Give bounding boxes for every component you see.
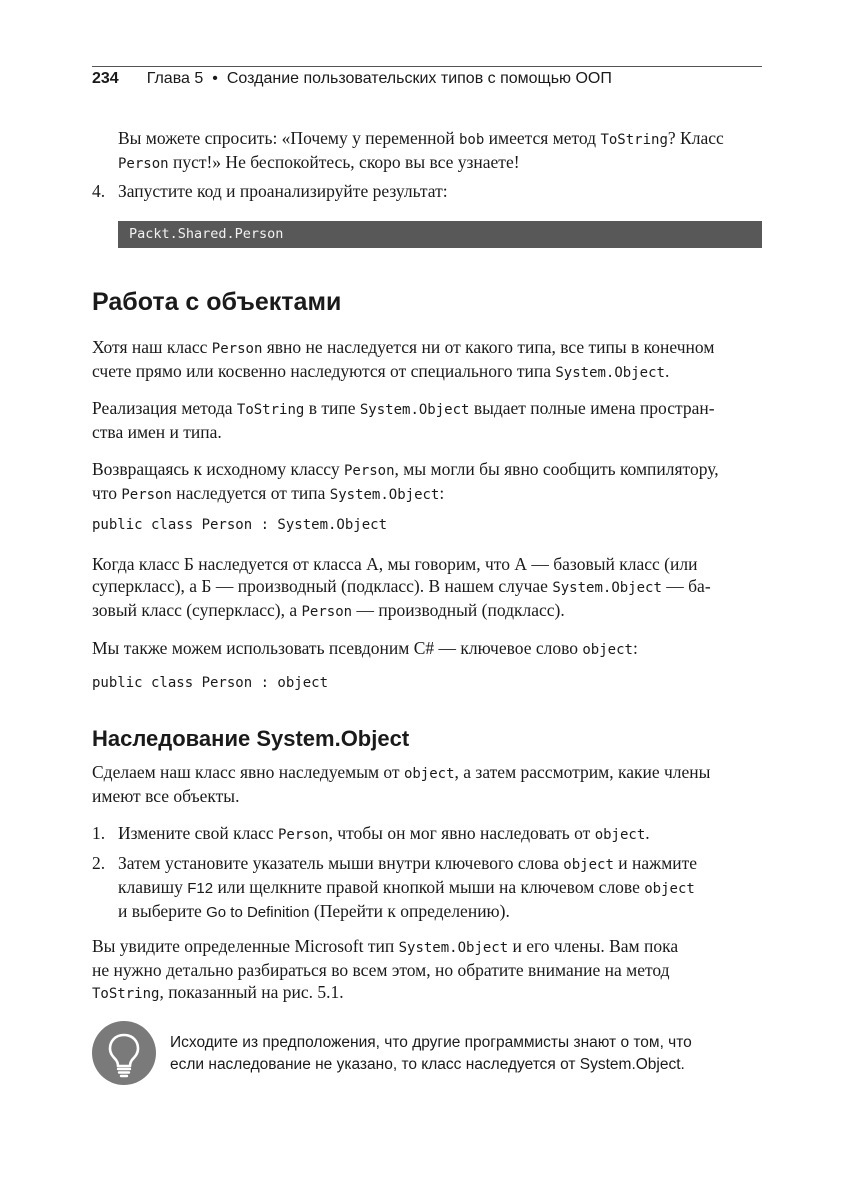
text-run: Реализация метода (92, 398, 237, 418)
inline-code: object (563, 857, 614, 873)
paragraph (92, 935, 764, 1005)
text-run: Когда класс Б наследуется от класса А, мы говорим, что А — базовый класс (или (92, 554, 698, 574)
text-run: Возвращаясь к исходному классу (92, 459, 344, 479)
step-text (118, 822, 764, 846)
paragraph (92, 761, 764, 807)
text-run: пуст!» Не беспокойтесь, скоро вы все узнаете! (168, 152, 520, 172)
text-run: Вы увидите определенные Microsoft тип (92, 936, 399, 956)
inline-code: ToString (92, 986, 160, 1002)
inline-code: ToString (600, 132, 668, 148)
subsection-heading: Наследование System.Object (92, 726, 410, 751)
text-run: Затем установите указатель мыши внутри ключевого слова (118, 853, 564, 873)
page-number: 234 (92, 70, 119, 87)
text-run: счете прямо или косвенно наследуются от специального типа (92, 361, 556, 381)
text-run: ства имен и типа. (92, 422, 222, 442)
paragraph (92, 637, 764, 661)
text-run: , мы могли бы явно сообщить компилятору, (394, 459, 719, 479)
text-run: . (645, 823, 650, 843)
tip-line: Исходите из предположения, что другие программисты знают о том, что (170, 1034, 692, 1051)
paragraph (92, 458, 764, 506)
text-run: клавишу (118, 877, 188, 897)
text-run: имеется метод (484, 128, 601, 148)
inline-code: System.Object (552, 580, 662, 596)
text-run: и его члены. Вам пока (508, 936, 679, 956)
text-run: не нужно детально разбираться во всем этом, но обратите внимание на метод (92, 960, 670, 980)
text-run: Измените свой класс (118, 823, 278, 843)
text-run: Сделаем наш класс явно наследуемым от (92, 762, 404, 782)
lightbulb-icon (92, 1021, 156, 1085)
text-run: и выберите (118, 901, 207, 921)
section-heading: Работа с объектами (92, 288, 342, 316)
inline-code: System.Object (398, 940, 509, 956)
step-number: 1. (92, 823, 106, 843)
chapter-label: Глава 5 (146, 70, 204, 87)
text-run: Хотя наш класс (92, 337, 212, 357)
text-run: в типе (304, 398, 360, 418)
menu-label: Go to Definition (206, 904, 310, 921)
step-text: Запустите код и проанализируйте результат: (118, 181, 448, 201)
paragraph (92, 553, 764, 623)
text-run: — ба- (661, 576, 711, 596)
code-line: public class Person : object (92, 675, 329, 691)
text-run: Вы можете спросить: «Почему у переменной (118, 128, 459, 148)
header-rule (92, 66, 762, 67)
text-run: явно не наследуется ни от какого типа, все типы в конечном (262, 337, 715, 357)
inline-code: System.Object (329, 487, 440, 503)
inline-code: object (594, 827, 646, 843)
output-block (118, 221, 762, 248)
paragraph (92, 336, 764, 384)
text-run: , а затем рассмотрим, какие члены (454, 762, 711, 782)
chapter-title: Создание пользовательских типов с помощью ООП (226, 70, 612, 87)
step-text (118, 852, 764, 924)
inline-code: Person (301, 604, 353, 620)
text-run: (Перейти к определению). (309, 901, 510, 921)
inline-code: Person (211, 341, 263, 357)
inline-code: object (403, 766, 455, 782)
inline-code: System.Object (359, 402, 470, 418)
tip-text (170, 1032, 760, 1076)
step-number: 2. (92, 853, 106, 873)
tip-line: если наследование не указано, то класс наследуется от System.Object. (170, 1056, 685, 1073)
inline-code: object (582, 642, 633, 658)
inline-code: Person (118, 156, 169, 172)
text-run: что (92, 483, 122, 503)
text-run: Мы также можем использовать псевдоним C# — ключевое слово (92, 638, 583, 658)
inline-code: Person (343, 463, 395, 479)
header-bullet: • (212, 70, 218, 87)
text-run: выдает полные имена простран- (469, 398, 715, 418)
text-run: имеют все объекты. (92, 786, 240, 806)
paragraph (92, 397, 764, 443)
inline-code: ToString (236, 402, 305, 418)
text-run: . (664, 361, 670, 381)
lightbulb-icon-svg (92, 1021, 156, 1085)
inline-code: System.Object (555, 365, 665, 381)
key-label: F12 (187, 880, 214, 897)
running-header (92, 70, 762, 94)
code-line: public class Person : System.Object (92, 517, 388, 533)
text-run: и нажмите (613, 853, 698, 873)
step-number: 4. (92, 181, 106, 201)
inline-code: Person (121, 487, 172, 503)
inline-code: Person (277, 827, 329, 843)
intro-paragraph (118, 127, 768, 175)
text-run: наследуется от типа (171, 483, 330, 503)
text-run: , показанный на рис. 5.1. (159, 982, 344, 1002)
text-run: , чтобы он мог явно наследовать от (328, 823, 595, 843)
text-run: : (439, 483, 445, 503)
text-run: суперкласс), а Б — производный (подкласс). В нашем случае (92, 576, 553, 596)
inline-code: object (644, 881, 695, 897)
inline-code: bob (458, 132, 485, 148)
text-run: ? Класс (667, 128, 724, 148)
text-run: или щелкните правой кнопкой мыши на ключевом слове (213, 877, 645, 897)
text-run: : (632, 638, 638, 658)
output-text: Packt.Shared.Person (129, 226, 284, 242)
text-run: зовый класс (суперкласс), а (92, 600, 302, 620)
text-run: — производный (подкласс). (352, 600, 565, 620)
